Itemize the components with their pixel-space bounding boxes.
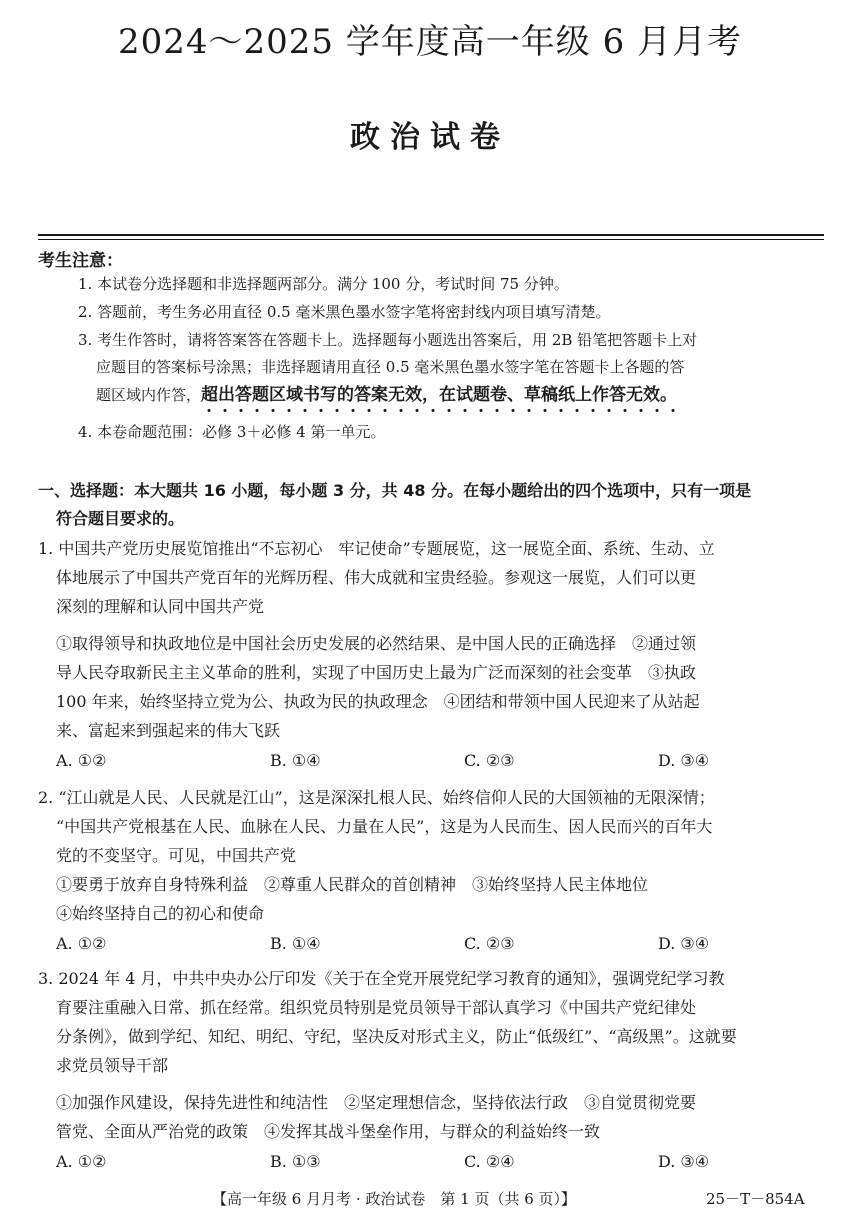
- q3-line-6: 管党、全面从严治党的政策 ④发挥其战斗堡垒作用，与群众的利益始终一致: [56, 1122, 601, 1141]
- notice-item-1: 1. 本试卷分选择题和非选择题两部分。满分 100 分，考试时间 75 分钟。: [78, 275, 569, 293]
- q3-option-d: D. ③④: [658, 1152, 710, 1171]
- notice-emphasis: 超出答题区域书写的答案无效，在试题卷、草稿纸上作答无效。: [201, 385, 678, 405]
- footer-exam-code: 25－T－854A: [706, 1190, 805, 1208]
- notice-heading: 考生注意：: [38, 251, 123, 271]
- q1-option-a: A. ①②: [56, 751, 107, 770]
- q1-options: [56, 748, 816, 774]
- notice-item-3: 3. 考生作答时，请将答案答在答题卡上。选择题每小题选出答案后，用 2B 铅笔把答题卡上对: [78, 331, 698, 349]
- notice-item-3-cont-2-text: 题区域内作答，: [96, 386, 202, 404]
- q1-line-3: 深刻的理解和认同中国共产党: [56, 597, 265, 616]
- notice-item-3-cont-1: 应题目的答案标号涂黑；非选择题请用直径 0.5 毫米黑色墨水签字笔在答题卡上各题的答: [96, 358, 685, 376]
- q1-line-5: 导人民夺取新民主主义革命的胜利，实现了中国历史上最为广泛而深刻的社会变革 ③执政: [56, 663, 697, 682]
- notice-item-3-cont-2: [96, 381, 846, 409]
- exam-title: 2024～2025 学年度高一年级 6 月月考: [117, 22, 743, 62]
- notice-item-2: 2. 答题前，考生务必用直径 0.5 毫米黑色墨水签字笔将密封线内项目填写清楚。: [78, 303, 611, 321]
- q2-line-1: 2. “江山就是人民、人民就是江山”，这是深深扎根人民、始终信仰人民的大国领袖的无限深情；: [38, 788, 715, 807]
- q2-line-5: ④始终坚持自己的初心和使命: [56, 904, 265, 923]
- q2-option-a: A. ①②: [56, 934, 107, 953]
- q3-line-1: 3. 2024 年 4 月，中共中央办公厅印发《关于在全党开展党纪学习教育的通知》，强调党纪学习教: [38, 969, 725, 988]
- q1-option-d: D. ③④: [658, 751, 710, 770]
- subject-title: 政治试卷: [350, 120, 510, 155]
- q3-line-4: 求党员领导干部: [56, 1056, 169, 1075]
- q2-line-2: “中国共产党根基在人民、血脉在人民、力量在人民”，这是为人民而生、因人民而兴的百年大: [56, 817, 713, 836]
- q1-line-7: 来、富起来到强起来的伟大飞跃: [56, 721, 281, 740]
- q2-option-b: B. ①④: [270, 934, 321, 953]
- q1-line-1: 1. 中国共产党历史展览馆推出“不忘初心 牢记使命”专题展览，这一展览全面、系统、生动、立: [38, 539, 715, 558]
- q1-option-c: C. ②③: [464, 751, 515, 770]
- q3-option-b: B. ①③: [270, 1152, 321, 1171]
- double-rule-bottom: [38, 239, 824, 240]
- q3-option-a: A. ①②: [56, 1152, 107, 1171]
- q3-line-3: 分条例》，做到学纪、知纪、明纪、守纪，坚决反对形式主义，防止“低级红”、“高级黑”。这就要: [56, 1027, 737, 1046]
- q2-line-3: 党的不变坚守。可见，中国共产党: [56, 846, 297, 865]
- q2-options: [56, 931, 816, 957]
- footer-page-info: 【高一年级 6 月月考 · 政治试卷 第 1 页（共 6 页）】: [212, 1190, 577, 1208]
- q2-option-d: D. ③④: [658, 934, 710, 953]
- q3-options: [56, 1149, 816, 1175]
- q1-line-2: 体地展示了中国共产党百年的光辉历程、伟大成就和宝贵经验。参观这一展览，人们可以更: [56, 568, 697, 587]
- q1-line-4: ①取得领导和执政地位是中国社会历史发展的必然结果、是中国人民的正确选择 ②通过领: [56, 634, 697, 653]
- q3-line-2: 育要注重融入日常、抓在经常。组织党员特别是党员领导干部认真学习《中国共产党纪律处: [56, 998, 697, 1017]
- q3-line-5: ①加强作风建设，保持先进性和纯洁性 ②坚定理想信念，坚持依法行政 ③自觉贯彻党要: [56, 1093, 697, 1112]
- section-heading-line-2: 符合题目要求的。: [56, 509, 185, 528]
- q3-option-c: C. ②④: [464, 1152, 515, 1171]
- notice-item-4: 4. 本卷命题范围：必修 3＋必修 4 第一单元。: [78, 423, 386, 441]
- q1-line-6: 100 年来，始终坚持立党为公、执政为民的执政理念 ④团结和带领中国人民迎来了从站起: [56, 692, 700, 711]
- q2-option-c: C. ②③: [464, 934, 515, 953]
- section-heading-line-1: 一、选择题：本大题共 16 小题，每小题 3 分，共 48 分。在每小题给出的四个选项中，只有一项是: [38, 481, 752, 500]
- double-rule-top: [38, 234, 824, 236]
- q2-line-4: ①要勇于放弃自身特殊利益 ②尊重人民群众的首创精神 ③始终坚持人民主体地位: [56, 875, 649, 894]
- q1-option-b: B. ①④: [270, 751, 321, 770]
